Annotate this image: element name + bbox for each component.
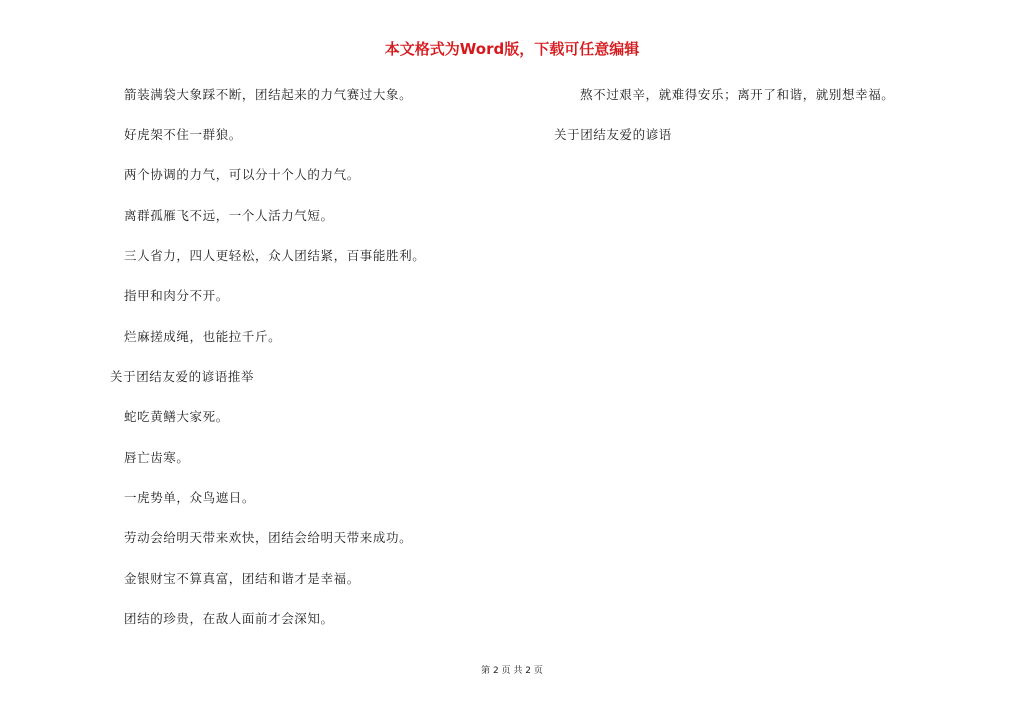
proverb-line: 三人省力，四人更轻松，众人团结紧，百事能胜利。 — [124, 248, 426, 263]
section-heading: 关于团结友爱的谚语推举 — [110, 369, 255, 384]
section-heading: 关于团结友爱的谚语 — [554, 127, 672, 142]
proverb-line: 熬不过艰辛，就难得安乐；离开了和谐，就别想幸福。 — [580, 87, 895, 102]
proverb-line: 两个协调的力气，可以分十个人的力气。 — [124, 167, 360, 182]
proverb-line: 一虎势单，众鸟遮日。 — [124, 490, 256, 505]
watermark-banner: 本文格式为Word版，下载可任意编辑 — [384, 40, 640, 58]
proverb-line: 离群孤雁飞不远，一个人活力气短。 — [124, 208, 334, 223]
proverb-line: 蛇吃黄鳝大家死。 — [124, 409, 229, 424]
proverb-line: 好虎架不住一群狼。 — [124, 127, 242, 142]
proverb-line: 劳动会给明天带来欢快，团结会给明天带来成功。 — [124, 530, 413, 545]
proverb-line: 指甲和肉分不开。 — [124, 288, 229, 303]
proverb-line: 团结的珍贵，在敌人面前才会深知。 — [124, 611, 334, 626]
proverb-line: 烂麻搓成绳，也能拉千斤。 — [124, 329, 282, 344]
proverb-line: 箭装满袋大象踩不断，团结起来的力气赛过大象。 — [124, 87, 413, 102]
proverb-line: 唇亡齿寒。 — [124, 450, 190, 465]
page-footer: 第 2 页 共 2 页 — [481, 666, 543, 676]
proverb-line: 金银财宝不算真富，团结和谐才是幸福。 — [124, 571, 360, 586]
